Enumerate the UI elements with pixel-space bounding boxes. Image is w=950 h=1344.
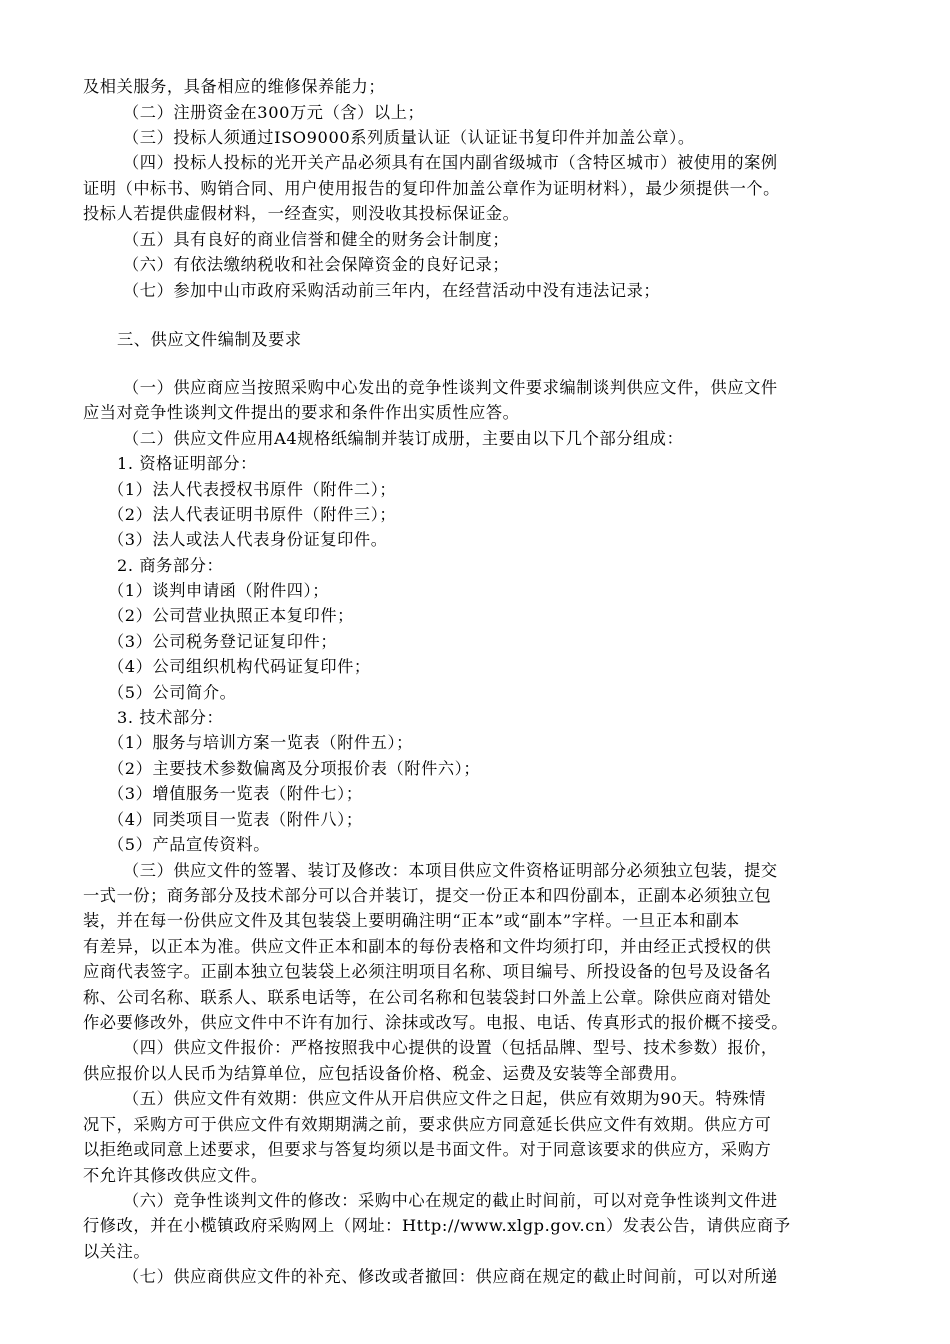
list-item: （3）法人或法人代表身份证复印件。 <box>108 530 388 549</box>
list-item: （2）法人代表证明书原件（附件三）； <box>108 505 397 524</box>
text-line: 及相关服务，具备相应的维修保养能力； <box>83 77 386 96</box>
text-line: 一式一份；商务部分及技术部分可以合并装订，提交一份正本和四份副本，正副本必须独立包 <box>83 886 772 905</box>
text-line: 称、公司名称、联系人、联系电话等，在公司名称和包装袋封口外盖上公章。除供应商对错处 <box>83 988 772 1007</box>
list-item: （2）主要技术参数偏离及分项报价表（附件六）； <box>108 759 481 778</box>
text-line: 行修改，并在小榄镇政府采购网上（网址：Http://www.xlgp.gov.cn）发表公告，请供应商予 <box>83 1216 791 1235</box>
text-line: 以关注。 <box>83 1242 151 1261</box>
text-line: （一）供应商应当按照采购中心发出的竞争性谈判文件要求编制谈判供应文件，供应文件 <box>123 378 778 397</box>
list-item: （4）同类项目一览表（附件八）； <box>108 810 363 829</box>
list-item: （3）公司税务登记证复印件； <box>108 632 338 651</box>
list-subheading: 3. 技术部分： <box>117 708 224 727</box>
text-line: 应当对竞争性谈判文件提出的要求和条件作出实质性应答。 <box>83 403 520 422</box>
list-item: （5）产品宣传资料。 <box>108 835 270 854</box>
text-line: 作必要修改外，供应文件中不许有加行、涂抹或改写。电报、电话、传真形式的报价概不接受。 <box>83 1013 789 1032</box>
text-line: 应商代表签字。正副本独立包装袋上必须注明项目名称、项目编号、所投设备的包号及设备名 <box>83 962 772 981</box>
list-item: （1）谈判申请函（附件四）； <box>108 581 330 600</box>
text-line: 证明（中标书、购销合同、用户使用报告的复印件加盖公章作为证明材料），最少须提供一个。 <box>83 179 780 198</box>
section-heading: 三、供应文件编制及要求 <box>117 330 302 349</box>
text-line: 以拒绝或同意上述要求，但要求与答复均须以是书面文件。对于同意该要求的供应方，采购方 <box>83 1140 772 1159</box>
text-line: （七）供应商供应文件的补充、修改或者撤回：供应商在规定的截止时间前，可以对所递 <box>123 1267 778 1286</box>
text-line: 装，并在每一份供应文件及其包装袋上要明确注明“正本”或“副本”字样。一旦正本和副本 <box>83 911 740 930</box>
text-line: 供应报价以人民币为结算单位，应包括设备价格、税金、运费及安装等全部费用。 <box>83 1064 688 1083</box>
list-item: （1）服务与培训方案一览表（附件五）； <box>108 733 413 752</box>
list-item: （5）公司简介。 <box>108 683 237 702</box>
text-line: （六）竞争性谈判文件的修改：采购中心在规定的截止时间前，可以对竞争性谈判文件进 <box>123 1191 778 1210</box>
text-line: （三）供应文件的签署、装订及修改：本项目供应文件资格证明部分必须独立包装，提交 <box>123 861 778 880</box>
text-line: （七）参加中山市政府采购活动前三年内，在经营活动中没有违法记录； <box>123 281 661 300</box>
text-line: （六）有依法缴纳税收和社会保障资金的良好记录； <box>123 255 510 274</box>
list-item: （1）法人代表授权书原件（附件二）； <box>108 480 397 499</box>
list-subheading: 1. 资格证明部分： <box>117 454 257 473</box>
text-line: （二）供应文件应用A4规格纸编制并装订成册，主要由以下几个部分组成： <box>123 429 684 448</box>
list-item: （3）增值服务一览表（附件七）； <box>108 784 363 803</box>
text-line: （五）供应文件有效期：供应文件从开启供应文件之日起，供应有效期为90天。特殊情 <box>123 1089 766 1108</box>
text-line: （五）具有良好的商业信誉和健全的财务会计制度； <box>123 230 510 249</box>
text-line: （二）注册资金在300万元（含）以上； <box>123 103 425 122</box>
list-item: （2）公司营业执照正本复印件； <box>108 606 354 625</box>
text-line: （四）投标人投标的光开关产品必须具有在国内副省级城市（含特区城市）被使用的案例 <box>123 153 778 172</box>
text-line: 不允许其修改供应文件。 <box>83 1166 268 1185</box>
text-line: （四）供应文件报价：严格按照我中心提供的设置（包括品牌、型号、技术参数）报价， <box>123 1038 778 1057</box>
list-item: （4）公司组织机构代码证复印件； <box>108 657 371 676</box>
list-subheading: 2. 商务部分： <box>117 556 224 575</box>
text-line: （三）投标人须通过ISO9000系列质量认证（认证证书复印件并加盖公章）。 <box>123 128 695 147</box>
text-line: 况下，采购方可于供应文件有效期期满之前，要求供应方同意延长供应文件有效期。供应方可 <box>83 1115 772 1134</box>
text-line: 有差异，以正本为准。供应文件正本和副本的每份表格和文件均须打印，并由经正式授权的供 <box>83 937 772 956</box>
text-line: 投标人若提供虚假材料，一经查实，则没收其投标保证金。 <box>83 204 520 223</box>
